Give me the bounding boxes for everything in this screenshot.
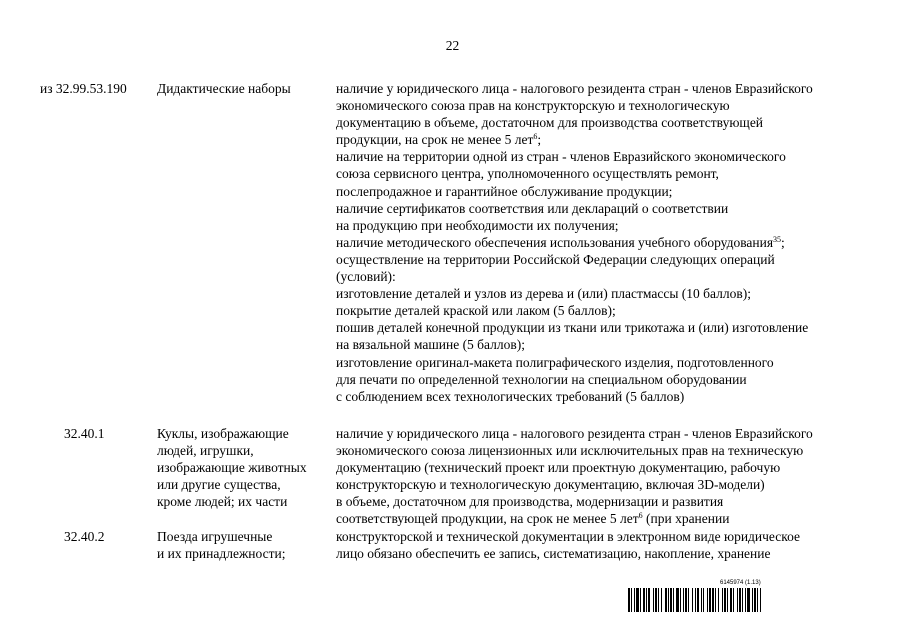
footnote-ref: 6: [638, 511, 643, 521]
desc-line: документацию в объеме, достаточном для производства соответствующей: [336, 115, 764, 131]
desc-text: наличие методического обеспечения использования учебного оборудования: [336, 234, 774, 250]
desc-line: [336, 131, 881, 148]
row-name: [157, 425, 327, 510]
page-number: 22: [445, 38, 460, 53]
row-name: [157, 80, 327, 97]
desc-line: наличие у юридического лица - налогового резидента стран - членов Евразийского: [336, 81, 813, 96]
desc-line: послепродажное и гарантийное обслуживание продукции;: [336, 183, 673, 199]
footnote-ref: 35: [773, 234, 782, 244]
name-line: или другие существа,: [157, 477, 281, 493]
name-line: Куклы, изображающие: [157, 426, 289, 441]
name-line: Дидактические наборы: [157, 81, 291, 96]
desc-line: лицо обязано обеспечить ее запись, систематизацию, накопление, хранение: [336, 545, 771, 561]
row-code: 32.40.2: [64, 529, 105, 544]
barcode: [628, 588, 858, 612]
desc-line: на продукцию при необходимости их получения;: [336, 217, 619, 233]
desc-text: продукции, на срок не менее 5 лет: [336, 132, 534, 148]
desc-line: документацию (технический проект или проектную документацию, рабочую: [336, 460, 781, 476]
row-code: 32.40.1: [64, 426, 105, 441]
row-code: из 32.99.53.190: [40, 81, 127, 96]
name-line: кроме людей; их части: [157, 494, 288, 510]
desc-line: наличие у юридического лица - налогового резидента стран - членов Евразийского: [336, 426, 813, 441]
row-description: [336, 425, 881, 562]
desc-line: [336, 510, 881, 527]
desc-line: экономического союза прав на конструкторскую и технологическую: [336, 98, 730, 114]
desc-tail: ;: [537, 132, 542, 148]
desc-line: союза сервисного центра, уполномоченного осуществлять ремонт,: [336, 166, 719, 182]
desc-line: изготовление деталей и узлов из дерева и (или) пластмассы (10 баллов);: [336, 286, 751, 302]
row-description: [336, 80, 881, 405]
name-line: и их принадлежности;: [157, 546, 286, 562]
desc-line: экономического союза лицензионных или исключительных прав на техническую: [336, 443, 804, 459]
desc-line: осуществление на территории Российской Федерации следующих операций: [336, 251, 775, 267]
footnote-ref: 6: [533, 132, 538, 142]
desc-line: на вязальной машине (5 баллов);: [336, 337, 526, 353]
row-name: [157, 528, 327, 562]
name-line: людей, игрушки,: [157, 443, 254, 459]
desc-line: конструкторской и технической документации в электронном виде юридическое: [336, 528, 801, 544]
barcode-label: 6145974 (1.13): [720, 580, 761, 586]
desc-line: [336, 234, 881, 251]
desc-line: конструкторскую и технологическую документацию, включая 3D-модели): [336, 477, 765, 493]
desc-line: покрытие деталей краской или лаком (5 баллов);: [336, 303, 616, 319]
desc-line: пошив деталей конечной продукции из ткани или трикотажа и (или) изготовление: [336, 320, 809, 336]
desc-line: для печати по определенной технологии на специальном оборудовании: [336, 371, 747, 387]
name-line: изображающие животных: [157, 460, 307, 476]
desc-text: соответствующей продукции, на срок не менее 5 лет: [336, 511, 639, 527]
desc-line: наличие сертификатов соответствия или деклараций о соответствии: [336, 200, 729, 216]
desc-line: в объеме, достаточном для производства, модернизации и развития: [336, 494, 724, 510]
desc-line: наличие на территории одной из стран - членов Евразийского экономического: [336, 149, 786, 165]
desc-tail: ;: [781, 234, 785, 250]
name-line: Поезда игрушечные: [157, 529, 273, 544]
desc-tail: (при хранении: [642, 511, 730, 527]
desc-line: изготовление оригинал-макета полиграфического изделия, подготовленного: [336, 354, 774, 370]
desc-line: (условий):: [336, 269, 396, 285]
desc-line: с соблюдением всех технологических требований (5 баллов): [336, 388, 685, 404]
